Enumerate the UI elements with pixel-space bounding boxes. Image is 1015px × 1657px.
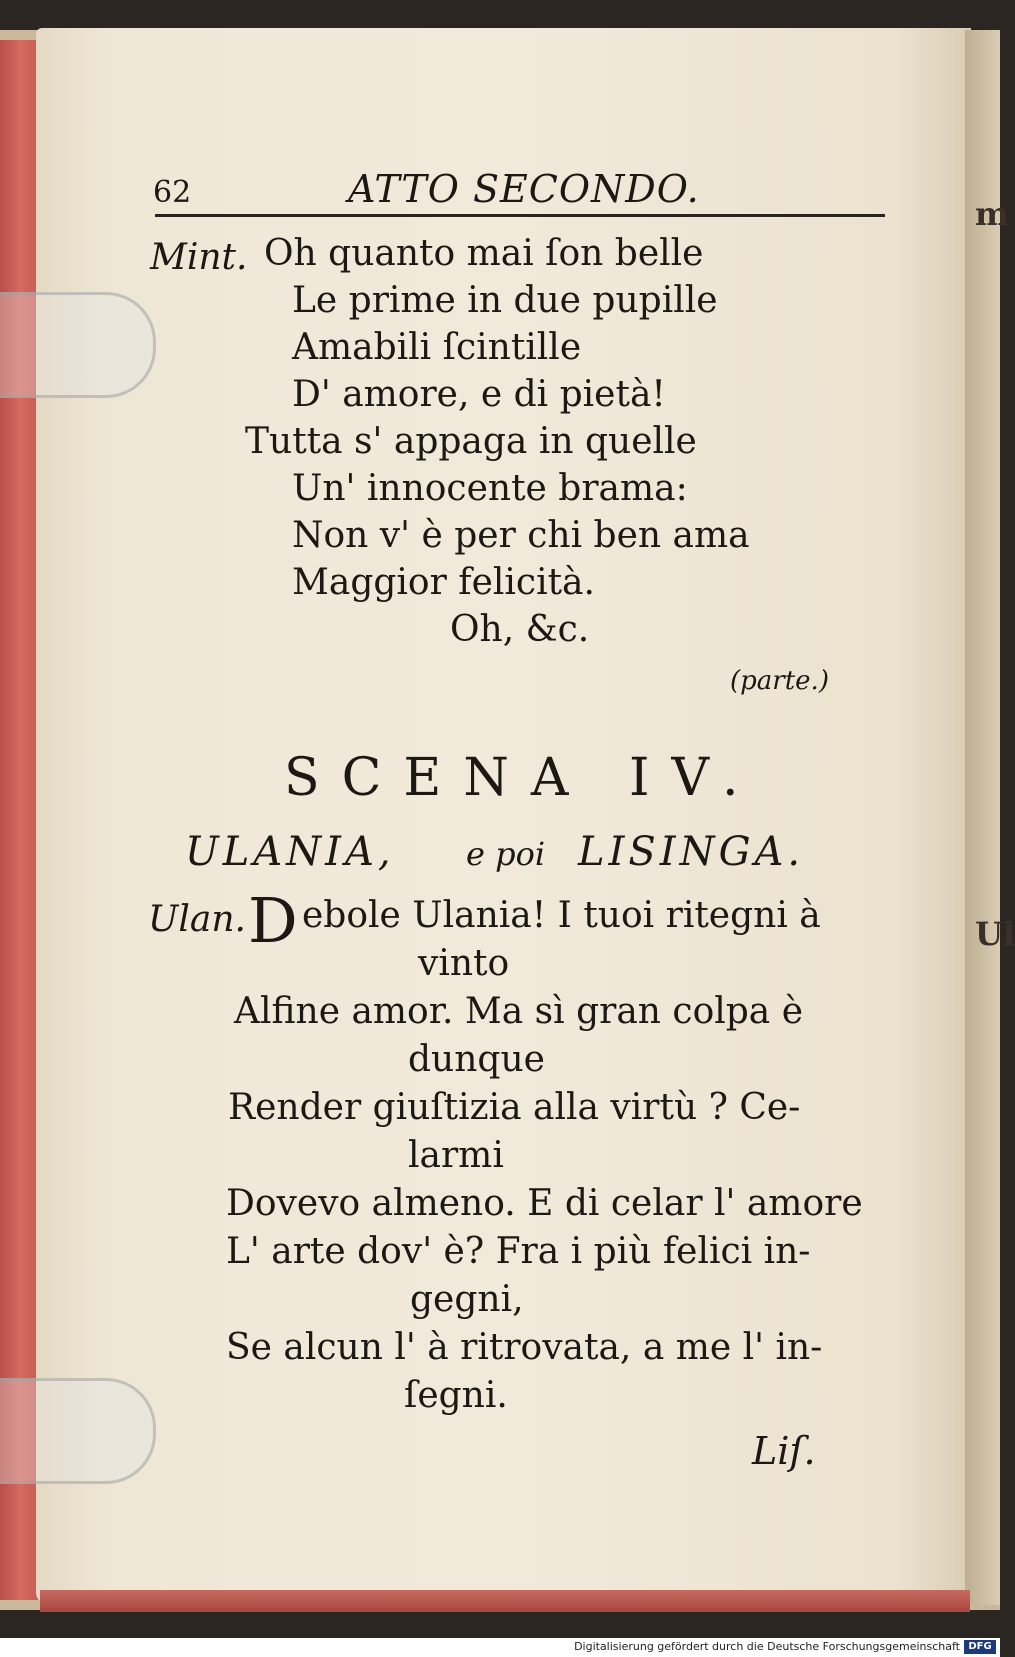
prose-line: Alfine amor. Ma sì gran colpa è: [234, 991, 804, 1032]
prose-line: vinto: [418, 943, 510, 984]
page-edge-bottom: [40, 1590, 970, 1612]
prose-line: gegni,: [410, 1279, 524, 1320]
prose-line: Dovevo almeno. E di celar l' amore: [226, 1183, 863, 1224]
running-title: ATTO SECONDO.: [348, 167, 700, 211]
prose-line: Se alcun l' à ritrovata, a me l' in-: [226, 1327, 823, 1368]
prose-line: L' arte dov' è? Fra i più felici in-: [226, 1231, 811, 1272]
verse-line: Oh quanto mai ſon belle: [264, 233, 704, 274]
verse-line: Amabili ſcintille: [292, 327, 582, 368]
verse-line: Maggior felicità.: [292, 562, 595, 603]
prose-line: ſegni.: [404, 1375, 508, 1416]
page-clip: [0, 292, 156, 398]
drop-cap: D: [248, 884, 298, 957]
verse-line: D' amore, e di pietà!: [292, 374, 666, 415]
next-page-glyph: m: [975, 195, 1009, 233]
scene-characters: ULANIA,: [185, 829, 395, 875]
prose-line: ebole Ulania! I tuoi ritegni à: [302, 895, 821, 936]
header-rule: [155, 214, 885, 217]
prose-line: Render giuſtizia alla virtù ? Ce-: [228, 1087, 801, 1128]
footer-credit: Digitalisierung gefördert durch die Deutsche Forschungsgemeinschaft: [574, 1640, 960, 1653]
verse-line: Oh, &c.: [450, 609, 590, 650]
next-page-glyph: Ul: [975, 915, 1015, 953]
page-clip: [0, 1378, 156, 1484]
scene-heading: SCENA IV.: [284, 748, 761, 808]
page-number: 62: [153, 175, 192, 210]
dfg-logo: DFG: [964, 1640, 996, 1654]
verse-line: Non v' è per chi ben ama: [292, 515, 750, 556]
scene-characters: LISINGA.: [578, 829, 805, 875]
verse-line: Un' innocente brama:: [292, 468, 688, 509]
speaker-label: Ulan.: [148, 899, 246, 940]
verse-line: Tutta s' appaga in quelle: [245, 421, 697, 462]
scene-characters-join: e poi: [466, 835, 546, 873]
prose-line: larmi: [408, 1135, 504, 1176]
catchword: Liſ.: [752, 1429, 816, 1473]
footer-bar: [0, 1638, 1000, 1657]
next-page-edge: [965, 30, 1000, 1605]
prose-line: dunque: [408, 1039, 545, 1080]
verse-line: Le prime in due pupille: [292, 280, 718, 321]
stage-direction: (parte.): [730, 666, 829, 696]
speaker-label: Mint.: [150, 237, 248, 278]
